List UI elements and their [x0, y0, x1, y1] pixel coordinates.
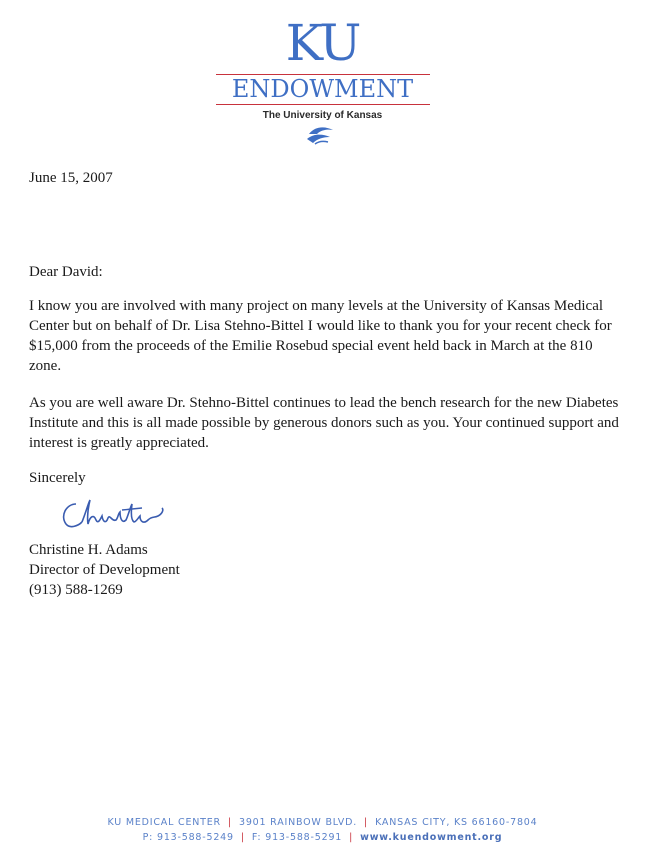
- letter-date: June 15, 2007: [29, 170, 113, 186]
- footer-separator: |: [364, 817, 369, 828]
- letterhead: [0, 0, 645, 150]
- logo-ku-text: KU: [285, 14, 360, 72]
- jayhawk-wave-icon: [303, 124, 339, 146]
- university-name: The University of Kansas: [262, 110, 383, 121]
- footer-separator: |: [240, 832, 245, 843]
- salutation: Dear David:: [29, 264, 103, 280]
- footer-address-line: [0, 817, 645, 828]
- footer-separator: |: [349, 832, 354, 843]
- logo-endowment-text: ENDOWMENT: [231, 75, 414, 103]
- footer-website-link[interactable]: www.kuendowment.org: [360, 832, 503, 843]
- handwritten-signature: [58, 494, 168, 534]
- footer-address: 3901 RAINBOW BLVD.: [238, 817, 358, 828]
- body-paragraph-1: I know you are involved with many project on many levels at the University of Kansas Medical Center but on behalf of Dr. Lisa Stehno-Bittel I would like to thank you for your recent check for $15,000 from the proceeds of the Emilie Rosebud special event held back in March at the 810 zone.: [29, 298, 612, 374]
- closing: Sincerely: [29, 470, 86, 486]
- signer-title: Director of Development: [29, 562, 180, 578]
- signature-block: [29, 540, 180, 600]
- footer-phone: P: 913-588-5249: [142, 832, 234, 843]
- body-paragraph-2: As you are well aware Dr. Stehno-Bittel continues to lead the bench research for the new Diabetes Institute and this is all made possible by generous donors such as you. Your continued support and interest is greatly appreciated.: [29, 395, 619, 451]
- footer-separator: |: [227, 817, 232, 828]
- signer-phone: (913) 588-1269: [29, 582, 123, 598]
- footer-org: KU MEDICAL CENTER: [107, 817, 221, 828]
- signer-name: Christine H. Adams: [29, 542, 148, 558]
- logo-rule-bottom: [216, 104, 430, 105]
- footer-city: KANSAS CITY, KS 66160-7804: [375, 817, 538, 828]
- footer-fax: F: 913-588-5291: [251, 832, 343, 843]
- footer-contact-line: [0, 832, 645, 843]
